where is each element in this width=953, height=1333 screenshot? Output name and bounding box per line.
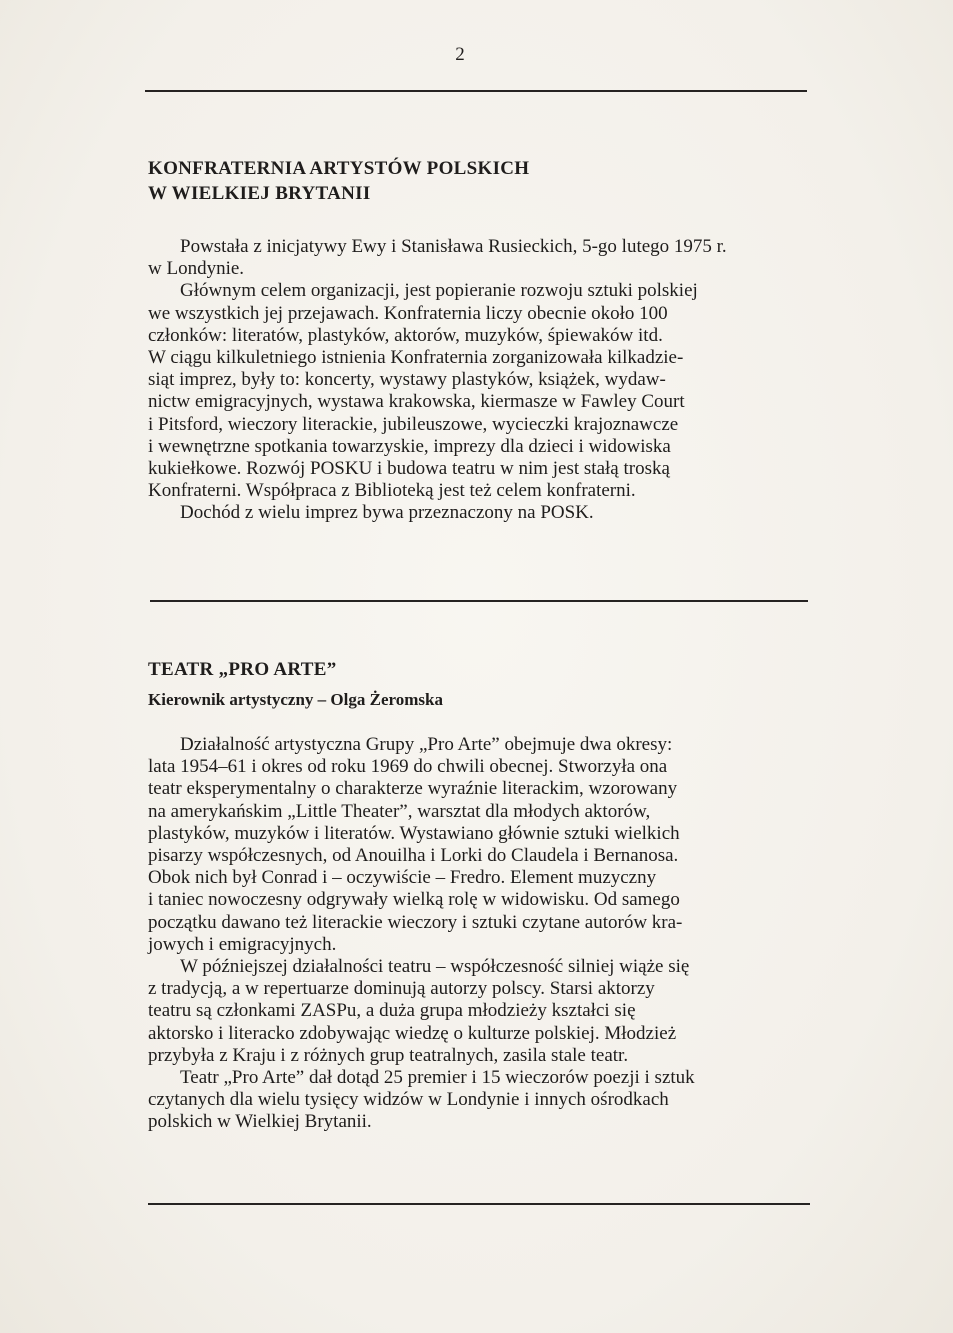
text-line: Działalność artystyczna Grupy „Pro Arte” obejmuje dwa okresy: [180,734,673,755]
text-line: Teatr „Pro Arte” dał dotąd 25 premier i 15 wieczorów poezji i sztuk [180,1067,695,1089]
text-line: i Pitsford, wieczory literackie, jubileuszowe, wycieczki krajoznawcze [148,413,679,435]
text-line: Obok nich był Conrad i – oczywiście – Fredro. Element muzyczny [148,867,657,889]
text-line: lata 1954–61 i okres od roku 1969 do chwili obecnej. Stworzyła ona [148,756,668,778]
text-line: we wszystkich jej przejawach. Konfraternia liczy obecnie około 100 [148,302,668,324]
text-line: polskich w Wielkiej Brytanii. [148,1111,372,1133]
text-line: początku dawano też literackie wieczory i sztuki czytane autorów kra- [148,911,683,933]
text-line: W ciągu kilkuletniego istnienia Konfraternia zorganizowała kilkadzie- [148,347,684,369]
bottom-divider [148,1203,810,1205]
text-line: teatru są członkami ZASPu, a duża grupa młodzieży kształci się [148,1000,636,1022]
text-line: nictw emigracyjnych, wystawa krakowska, kiermasze w Fawley Court [148,391,685,413]
text-line: członków: literatów, plastyków, aktorów, muzyków, śpiewaków itd. [148,324,663,346]
section-subtitle: Kierownik artystyczny – Olga Żeromska [148,690,443,709]
text-line: W późniejszej działalności teatru – współczesność silniej wiąże się [180,956,690,978]
text-line: czytanych dla wielu tysięcy widzów w Londynie i innych ośrodkach [148,1089,669,1111]
text-line: na amerykańskim „Little Theater”, warsztat dla młodych aktorów, [148,800,651,822]
text-line: pisarzy współczesnych, od Anouilha i Lorki do Claudela i Bernanosa. [148,845,679,867]
page-number: 2 [455,44,465,65]
section-body [148,236,808,525]
text-line: Głównym celem organizacji, jest popieranie rozwoju sztuki polskiej [180,280,698,302]
text-line: siąt imprez, były to: koncerty, wystawy plastyków, książek, wydaw- [148,369,666,391]
text-line: w Londynie. [148,258,245,280]
text-line: teatr eksperymentalny o charakterze wyraźnie literackim, wzorowany [148,778,678,800]
text-line: Konfraterni. Współpraca z Biblioteką jest też celem konfraterni. [148,480,636,502]
text-line: przybyła z Kraju i z różnych grup teatralnych, zasila stale teatr. [148,1044,629,1066]
middle-divider [150,600,808,602]
text-line: aktorsko i literacko zdobywając wiedzę o kulturze polskiej. Młodzież [148,1022,677,1044]
title-line: KONFRATERNIA ARTYSTÓW POLSKICH [148,158,530,179]
section-title: TEATR „PRO ARTE” [148,659,337,680]
section-title [148,156,808,206]
text-line: i taniec nowoczesny odgrywały wielką rolę w widowisku. Od samego [148,889,680,911]
section-pro-arte [148,657,808,1134]
text-line: i wewnętrzne spotkania towarzyskie, imprezy dla dzieci i widowiska [148,435,671,457]
text-line: z tradycją, a w repertuarze dominują autorzy polscy. Starsi aktorzy [148,978,655,1000]
title-line: W WIELKIEJ BRYTANII [148,183,371,204]
section-body [148,734,808,1134]
text-line: kukiełkowe. Rozwój POSKU i budowa teatru w nim jest stałą troską [148,458,670,480]
text-line: Powstała z inicjatywy Ewy i Stanisława Rusieckich, 5-go lutego 1975 r. [180,236,727,257]
text-line: Dochód z wielu imprez bywa przeznaczony na POSK. [180,502,594,524]
text-line: jowych i emigracyjnych. [148,933,337,955]
text-line: plastyków, muzyków i literatów. Wystawiano głównie sztuki wielkich [148,822,680,844]
section-konfraternia [148,156,808,525]
top-divider [145,90,807,92]
